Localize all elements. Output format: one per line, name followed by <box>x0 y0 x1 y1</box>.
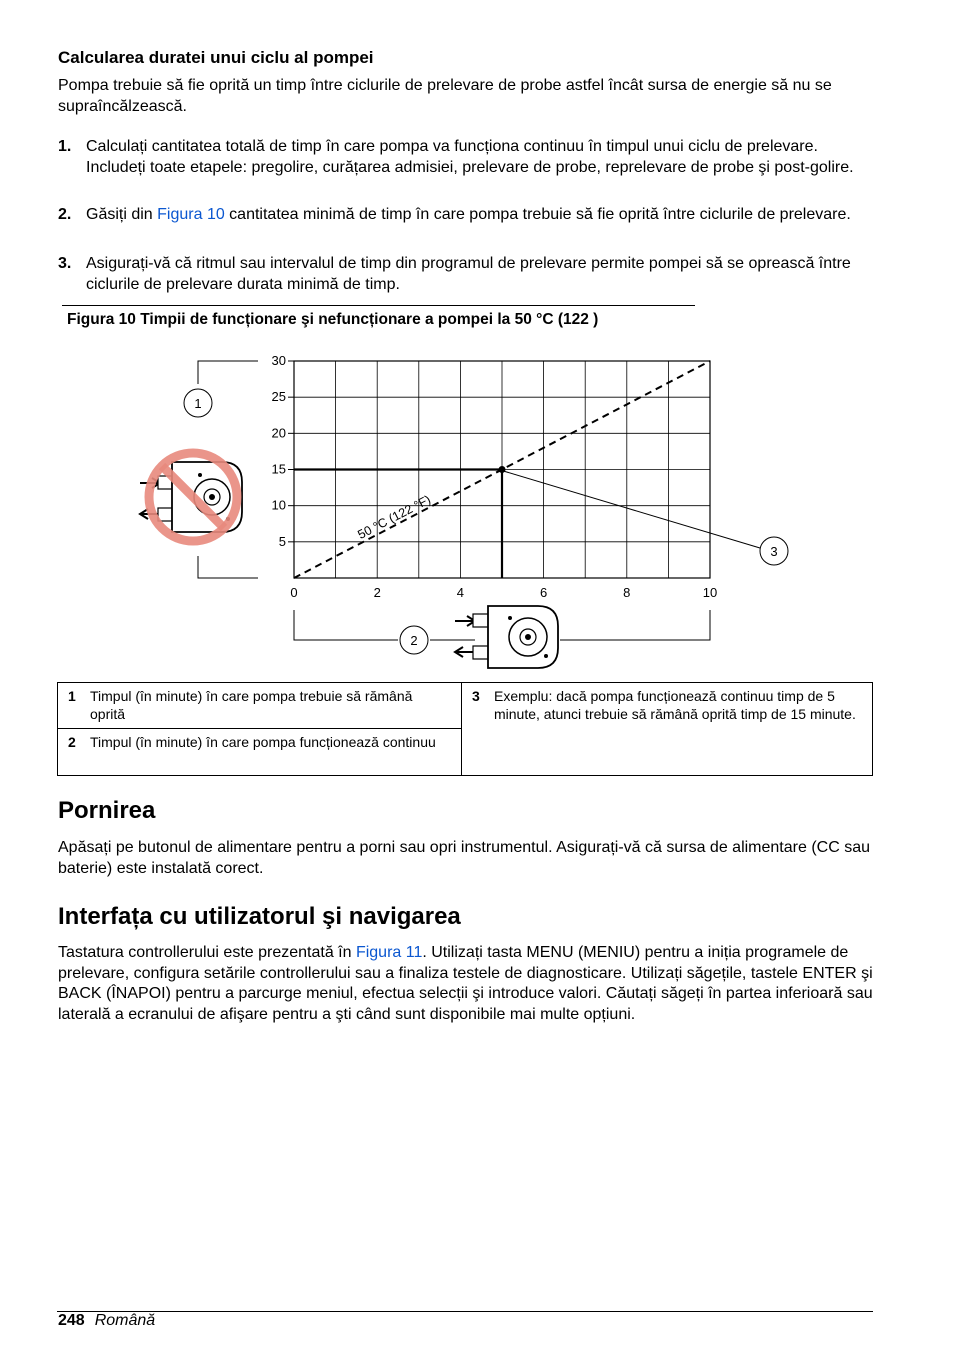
step-3 <box>58 254 878 295</box>
step-number: 1. <box>58 138 72 155</box>
x-tick-label: 8 <box>623 585 631 600</box>
page-footer <box>58 1312 155 1330</box>
step-number: 3. <box>58 255 72 272</box>
arrow-left-icon <box>455 647 475 657</box>
callout-2-label: 2 <box>410 633 418 648</box>
step-text: Asigurați-vă că ritmul sau intervalul de timp din programul de prelevare permite pompei să se oprească între ciclurile de prelevare durata minimă de timp. <box>86 255 851 293</box>
arrow-right-icon <box>455 616 475 626</box>
language-label: Română <box>94 1312 156 1329</box>
interface-heading: Interfața cu utilizatorul şi navigarea <box>58 903 461 930</box>
pornirea-paragraph: Apăsați pe butonul de alimentare pentru a porni sau opri instrumentul. Asigurați-vă că sursa de alimentare (CC sau baterie) este instalată corect. <box>58 839 870 877</box>
figure-10-chart <box>0 340 954 680</box>
x-tick-label: 2 <box>373 585 381 600</box>
intro-paragraph: Pompa trebuie să fie oprită un timp între ciclurile de prelevare de probe astfel încât sursa de energie să nu se supraîncălzească. <box>58 77 832 115</box>
series-label: 50 °C (122 °F) <box>355 492 434 542</box>
figure-caption: Figura 10 Timpii de funcționare şi nefuncționare a pompei la 50 °C (122 ) <box>67 311 599 328</box>
legend-item-2 <box>58 729 462 776</box>
callout-2 <box>400 626 428 654</box>
legend-num: 2 <box>68 734 76 750</box>
legend-item-1 <box>58 683 462 729</box>
y-tick-label: 30 <box>271 353 286 368</box>
callout-3-leader <box>500 470 760 548</box>
y-tick-labels <box>272 353 294 549</box>
footer-rule <box>57 1311 873 1312</box>
legend-text: Exemplu: dacă pompa funcționează continuu timp de 5 minute, atunci trebuie să rămână oprită timp de 15 minute. <box>494 688 856 722</box>
step-1 <box>58 137 878 178</box>
callout-1-label: 1 <box>194 396 202 411</box>
x-tick-label: 6 <box>539 585 548 600</box>
legend-item-3 <box>462 683 873 776</box>
step-2 <box>58 205 878 226</box>
interface-text-pre: Tastatura controllerului este prezentată în <box>58 944 356 961</box>
legend-num: 3 <box>472 688 480 704</box>
x-tick-label: 0 <box>290 585 298 600</box>
figure-10-link[interactable]: Figura 10 <box>157 206 225 223</box>
y-tick-label: 25 <box>271 389 286 405</box>
highlight-point <box>499 466 506 473</box>
pump-off-illustration <box>140 453 242 541</box>
figure-legend <box>57 682 873 776</box>
legend-num: 1 <box>68 688 76 704</box>
x-tick-labels <box>290 585 717 600</box>
bracket-1-bottom <box>198 556 258 578</box>
step-text-post: cantitatea minimă de timp în care pompa trebuie să fie oprită între ciclurile de prelevare. <box>224 206 851 223</box>
legend-text: Timpul (în minute) în care pompa funcționează continuu <box>90 734 436 750</box>
pornirea-heading: Pornirea <box>58 797 156 824</box>
section-heading: Calcularea duratei unui ciclu al pompei <box>58 48 374 67</box>
y-tick-label: 15 <box>271 461 286 477</box>
page-number: 248 <box>58 1312 85 1329</box>
callout-3-label: 3 <box>770 544 778 559</box>
figure-rule <box>62 305 695 306</box>
bracket-2-right <box>560 610 710 640</box>
interface-text-post: . Utilizați tasta MENU (MENIU) pentru a iniția programele de prelevare, configura setările controllerului sau a finaliza testele de diagnosticare. Utilizați săgețile, tastele ENTER şi BACK (ÎNAPOI) pentru a parcurge meniul, efectua selecții şi introduce valori. Căutați săgeți în partea inferioară sau laterală a ecranului de afişare pentru a şti când sunt disponibile mai multe opțiuni. <box>58 944 873 1023</box>
bracket-1-top <box>198 361 258 384</box>
figure-11-link[interactable]: Figura 11 <box>355 944 423 961</box>
interface-paragraph <box>58 943 878 1025</box>
y-tick-label: 5 <box>278 533 286 549</box>
step-text <box>86 205 878 226</box>
pump-on-illustration <box>455 606 558 668</box>
step-text: Calculați cantitatea totală de timp în care pompa va funcționa continuu în timpul unui ciclu de prelevare. Includeți toate etapele: pregolire, curățarea admisiei, prelevare de probe, reprelevare de probe şi post-golire. <box>86 138 854 176</box>
x-tick-label: 4 <box>456 585 465 600</box>
callout-1 <box>184 389 212 417</box>
bracket-2-left <box>294 610 398 640</box>
step-number: 2. <box>58 206 72 223</box>
x-tick-label: 10 <box>702 585 718 600</box>
y-tick-label: 10 <box>271 497 286 513</box>
y-tick-label: 20 <box>271 425 286 441</box>
step-text-pre: Găsiți din <box>86 206 158 223</box>
legend-text: Timpul (în minute) în care pompa trebuie să rămână oprită <box>90 688 413 722</box>
